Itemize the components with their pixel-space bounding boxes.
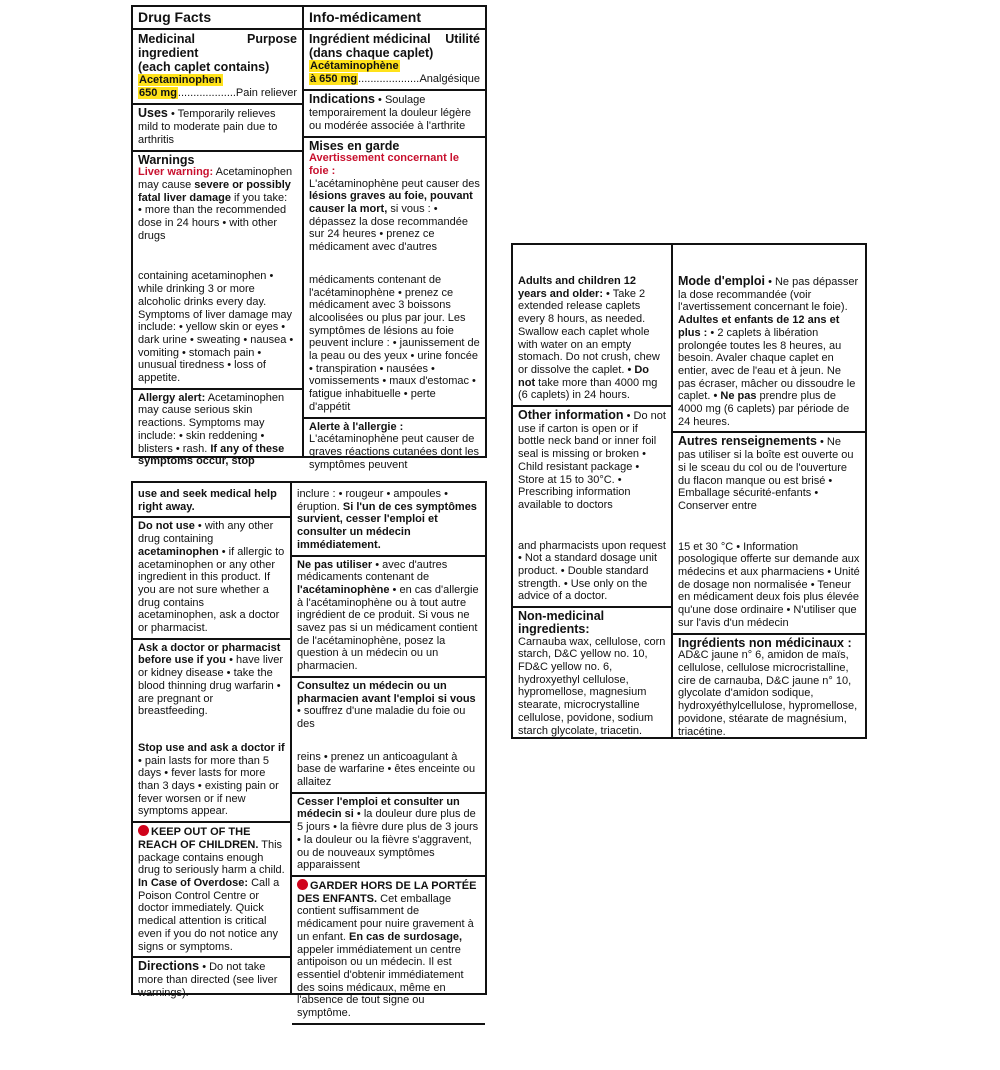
directions-text: • Do not take more than directed (see liver warnings). <box>138 961 278 999</box>
cesser-emploi-text: • la douleur dure plus de 5 jours • la fièvre dure plus de 3 jours • la douleur ou la fièvre s'aggravent, ou de nouveaux symptômes apparaissent <box>297 808 479 872</box>
keep-out-text-2: Call a Poison Control Centre or doctor immediately. Quick medical attention is critical even if you do not notice any signs or symptoms. <box>138 876 280 953</box>
autres-renseignements-text-2: 15 et 30 °C • Information posologique offerte sur demande aux médecins et aux pharmaciens • Unité de dosage non normalisée • Teneur en médicament deux fois plus élevée qu'une dose ordinaire • N'utiliser que sur l'avis d'un médecin <box>678 540 860 629</box>
foie-bold: lésions graves au foie, pouvant causer la mort, <box>309 190 473 216</box>
adultes-text-2: prendre plus de 4000 mg (6 caplets) par période de 24 heures. <box>678 390 850 428</box>
mode-emploi-section <box>673 245 865 431</box>
purpose-value: Pain reliever <box>235 86 297 99</box>
panel2-english-column <box>133 483 290 999</box>
liver-bullets-2: containing acetaminophen • while drinking 3 or more alcoholic drinks every day. Symptoms of liver damage may include: • yellow skin or eyes • dark urine • sweating • nausea • vomiting • stomach pain • unusual tiredness • loss of appetite. <box>138 270 294 385</box>
panel2-french-column <box>292 483 485 1020</box>
adults-bold: • Do not <box>518 363 650 389</box>
ingredient-medicinal-section <box>304 30 485 89</box>
autres-renseignements-section <box>673 431 865 632</box>
dans-chaque-caplet: (dans chaque caplet) <box>309 46 434 60</box>
cesser-emploi-label: Cesser l'emploi et consulter un médecin si <box>297 795 460 821</box>
allergy-bold: If any of these symptoms occur, stop <box>138 442 285 468</box>
overdose-label: In Case of Overdose: <box>138 876 249 889</box>
adults-text-2: take more than 4000 mg (6 caplets) in 24 hours. <box>518 376 658 402</box>
directions-title: Directions <box>138 959 200 974</box>
drug-facts-panel-3 <box>511 243 867 739</box>
do-not-use-text-2: • if allergic to acetaminophen or any other ingredient in this product. If you are not sure whether a drug contains acetaminophen, ask a doctor or pharmacist. <box>138 545 285 635</box>
panel3-english-column <box>513 245 671 737</box>
non-medicinaux-text: AD&C jaune n° 6, amidon de maïs, cellulose, cellulose microcristalline, cire de carnauba, D&C jaune n° 10, glycolate d'amidon sodique, hydroxyéthylcellulose, hypromellose, povidone, stéarate de magnésium, triacétine. <box>678 649 858 738</box>
foie-text-2: si vous : • dépassez la dose recommandée sur 24 heures • prenez ce médicament avec d'autres <box>309 203 468 254</box>
liver-warning-label: Liver warning: <box>138 166 214 179</box>
other-information-text-2: and pharmacists upon request • Not a standard dosage unit product. • Double standard strength. • Use only on the advice of a doctor. <box>518 539 666 603</box>
stop-sign-icon <box>297 879 308 890</box>
uses-title: Uses <box>138 106 168 121</box>
alerte-allergie-label: Alerte à l'allergie : <box>309 420 404 433</box>
indications-section <box>304 89 485 135</box>
garder-hors-text-1: Cet emballage contient suffisamment de médicament pour nuire gravement à un enfant. <box>297 892 474 943</box>
adultes-text: • 2 caplets à libération prolongée toutes les 8 heures, au besoin. Avaler chaque caplet en entier, avec de l'eau et à jeun. Ne pas écraser, mâcher ou dissoudre le caplet. <box>678 326 856 403</box>
other-information-section <box>513 405 671 606</box>
allergy-text: Acetaminophen may cause serious skin reactions. Symptoms may include: • skin reddening • blisters • rash. <box>138 391 285 455</box>
consultez-label: Consultez un médecin ou un pharmacien avant l'emploi si vous <box>297 679 476 705</box>
drug-facts-title: Drug Facts <box>133 7 302 30</box>
liver-warning-bold: severe or possibly fatal liver damage <box>138 178 291 204</box>
autres-renseignements-title: Autres renseignements <box>678 434 817 449</box>
ne-pas-utiliser-text-1: • avec d'autres médicaments contenant de <box>297 558 448 584</box>
do-not-use-text-1: • with any other drug containing <box>138 520 274 546</box>
consultez-text-2: reins • prenez un anticoagulant à base de warfarine • êtes enceinte ou allaitez <box>297 750 476 789</box>
alerte-allergie-section <box>304 417 485 475</box>
ne-pas-utiliser-bold: l'acétaminophène <box>297 583 390 596</box>
drug-facts-panel-2 <box>131 481 487 1020</box>
warnings-title: Warnings <box>138 152 195 167</box>
ne-pas-utiliser-text-2: • en cas d'allergie à l'acétaminophène ou à tout autre ingrédient de ce produit. Si vous ne savez pas si un médicament contient de l'acétaminophène, posez la question à un médecin ou un pharmacien. <box>297 583 479 673</box>
non-medicinal-section <box>513 606 671 740</box>
adultes-label: Adultes et enfants de 12 ans et plus : <box>678 314 840 339</box>
garder-hors-label: GARDER HORS DE LA PORTÉE DES ENFANTS. <box>297 879 477 905</box>
non-medicinaux-section <box>673 633 865 742</box>
allergy-section <box>133 388 302 471</box>
do-not-use-section <box>133 516 290 637</box>
keep-out-section <box>133 821 290 956</box>
autres-renseignements-text: • Ne pas utiliser si la boîte est ouverte ou si le sceau du col ou de l'ouverture du flacon manque ou est brisé • Emballage sécurité-enfants • Conserver entre <box>678 436 854 512</box>
stop-sign-icon <box>138 825 149 836</box>
mises-en-garde-section <box>304 136 485 417</box>
ask-doctor-text: • have liver or kidney disease • take the blood thinning drug warfarin • are pregnant or breastfeeding. <box>138 654 284 718</box>
ask-doctor-section <box>133 638 290 821</box>
alerte-allergie-text: L'acétaminophène peut causer de graves réactions cutanées dont les symptômes peuvent <box>309 433 479 471</box>
continued-section <box>133 483 290 516</box>
mode-emploi-text: • Ne pas dépasser la dose recommandée (voir l'avertissement concernant le foie). <box>678 276 859 314</box>
utilite-value: Analgésique <box>419 72 480 85</box>
panel1-french-column <box>304 7 485 471</box>
foie-text-1: L'acétaminophène peut causer des <box>309 177 480 190</box>
warnings-section <box>133 150 302 388</box>
adults-text: • Take 2 extended release caplets every 8 hours, as needed. Swallow each caplet whole with water on an empty stomach. Do not crush, chew or dissolve the caplet. <box>518 287 660 376</box>
stop-use-text: • pain lasts for more than 5 days • fever lasts for more than 3 days • existing pain or fever worsen or if new symptoms appear. <box>138 754 279 818</box>
uses-section <box>133 103 302 149</box>
mises-en-garde-title: Mises en garde <box>309 138 400 153</box>
ingredient-dose: 650 mg <box>139 86 177 99</box>
non-medicinal-text: Carnauba wax, cellulose, corn starch, D&C yellow no. 10, FD&C yellow no. 6, hydroxyethyl cellulose, hypromellose, magnesium stearate, microcrystalline cellulose, povidone, sodium starch glycolate, triacetin. <box>518 635 666 737</box>
consultez-text-1: • souffrez d'une maladie du foie ou des <box>297 705 466 730</box>
adults-label: Adults and children 12 years and older: <box>518 275 636 300</box>
non-medicinaux-title: Ingrédients non médicinaux : <box>678 635 852 650</box>
fr-continued-text: inclure : • rougeur • ampoules • éruption. <box>297 488 448 513</box>
consultez-section <box>292 676 485 792</box>
liver-bullets-1: • more than the recommended dose in 24 hours • with other drugs <box>138 204 287 242</box>
uses-text: • Temporarily relieves mild to moderate pain due to arthritis <box>138 108 278 146</box>
panel3-french-column <box>673 245 865 737</box>
garder-hors-section <box>292 875 485 1023</box>
active-ingredient: Acetaminophen <box>139 74 222 86</box>
ne-pas-utiliser-label: Ne pas utiliser <box>297 558 373 571</box>
other-information-text: • Do not use if carton is open or if bottle neck band or inner foil seal is missing or broken • Child resistant package • Store at 15 to 30°C. • Prescribing information available to doctors <box>518 410 666 511</box>
dose-fr: à 650 mg <box>310 72 358 85</box>
medicinal-ingredient-section <box>133 30 302 103</box>
medicinal-ingredient-header: Medicinal ingredient <box>138 32 199 60</box>
fr-continued-bold: Si l'un de ces symptômes survient, cesser l'emploi et consulter un médecin immédiatement. <box>297 500 477 551</box>
each-caplet-note: (each caplet contains) <box>138 60 270 74</box>
ingredient-fr: Acétaminophène <box>310 60 399 72</box>
empty-section <box>292 1023 485 1070</box>
purpose-header: Purpose <box>246 32 297 46</box>
garder-hors-text-2: appeler immédiatement un centre antipoison ou un médecin. Il est essentiel d'obtenir immédiatement des soins médicaux, même en l'absence de tout signe ou symptôme. <box>297 943 464 1020</box>
do-not-use-label: Do not use <box>138 520 195 533</box>
cesser-emploi-section <box>292 792 485 875</box>
mode-emploi-title: Mode d'emploi <box>678 274 765 288</box>
fr-continued-section <box>292 483 485 555</box>
surdosage-label: En cas de surdosage, <box>349 930 463 943</box>
liver-warning-text: Acetaminophen may cause <box>138 166 293 191</box>
keep-out-text-1: This package contains enough drug to seriously harm a child. <box>138 838 285 877</box>
ingredient-medicinal-header: Ingrédient médicinal <box>309 32 431 46</box>
other-information-title: Other information <box>518 408 624 423</box>
non-medicinal-title: Non-medicinal ingredients: <box>518 609 605 636</box>
foie-text-3: médicaments contenant de l'acétaminophène • prenez ce médicament avec 3 boissons alcoolisées ou plus par jour. Les symptômes de lésions au foie peuvent inclure : • jaunissement de la peau ou des yeux • urine foncée • transpiration • nausées • vomissements • maux d'estomac • fatigue inhabituelle • perte d'appétit <box>309 273 480 413</box>
keep-out-label: KEEP OUT OF THE REACH OF CHILDREN. <box>138 826 259 851</box>
directions-section <box>133 956 290 1002</box>
drug-facts-panel-1 <box>131 5 487 471</box>
seek-help-text: use and seek medical help right away. <box>138 488 277 513</box>
ne-pas-utiliser-section <box>292 555 485 676</box>
avertissement-foie-label: Avertissement concernant le foie : <box>309 152 459 177</box>
utilite-header: Utilité <box>445 32 480 46</box>
stop-use-label: Stop use and ask a doctor if <box>138 741 285 754</box>
indications-text: • Soulage temporairement la douleur légère ou modérée associée à l'arthrite <box>309 94 472 132</box>
indications-title: Indications <box>309 92 375 107</box>
panel1-english-column <box>133 7 302 468</box>
do-not-use-bold: acetaminophen <box>138 545 219 558</box>
info-medicament-title: Info-médicament <box>304 7 485 30</box>
ask-doctor-label: Ask a doctor or pharmacist before use if you <box>138 641 281 667</box>
liver-warning-text-2: if you take: <box>234 191 288 204</box>
adultes-bold: • Ne pas <box>713 390 757 403</box>
allergy-label: Allergy alert: <box>138 391 206 404</box>
adults-section <box>513 245 671 405</box>
